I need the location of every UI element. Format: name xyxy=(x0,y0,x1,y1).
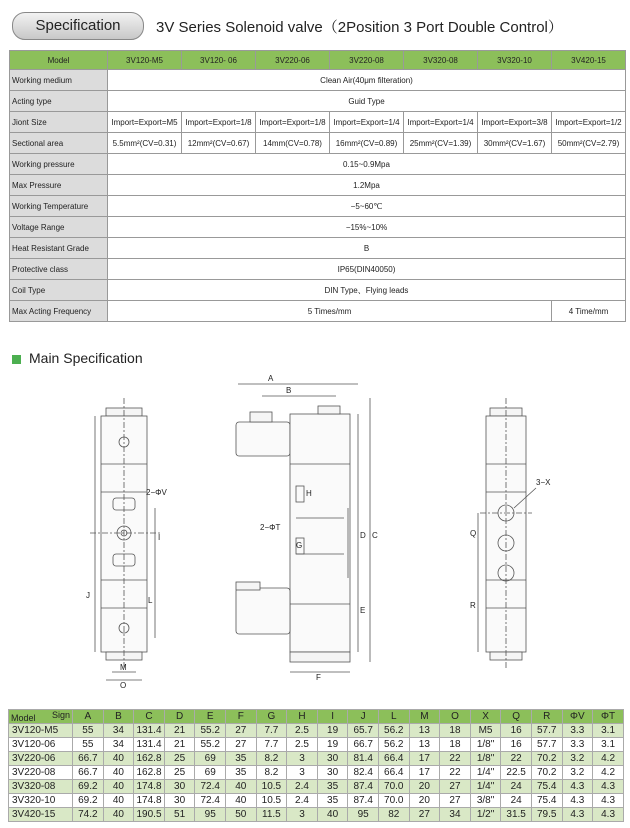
dim-header-row xyxy=(9,710,624,724)
dim-table-body xyxy=(9,724,624,822)
spec-row-max-pressure xyxy=(10,175,626,196)
dimension-label-f: F xyxy=(316,673,321,682)
dim-value-cell: 57.7 xyxy=(531,724,562,738)
dim-header-cell: J xyxy=(348,710,379,724)
spec-row-value: B xyxy=(108,238,626,259)
spec-row-label: Protective class xyxy=(10,259,108,280)
dim-value-cell: 34 xyxy=(103,738,134,752)
dim-value-cell: 95 xyxy=(195,808,226,822)
dim-table-row xyxy=(9,808,624,822)
dim-header-cell: F xyxy=(226,710,257,724)
dim-value-cell: 2.4 xyxy=(287,794,318,808)
dim-header-cell: B xyxy=(103,710,134,724)
spec-cell: Import=Export=1/8 xyxy=(256,112,330,133)
dim-value-cell: 3.3 xyxy=(562,738,593,752)
section-header xyxy=(12,12,622,40)
dim-table-row xyxy=(9,780,624,794)
dim-value-cell: 79.5 xyxy=(531,808,562,822)
dim-value-cell: 18 xyxy=(440,738,471,752)
spec-row-acting-type xyxy=(10,91,626,112)
dim-value-cell: 40 xyxy=(103,752,134,766)
dim-value-cell: 21 xyxy=(164,738,195,752)
dimension-label-g: G xyxy=(296,541,303,550)
spec-row-joint-size xyxy=(10,112,626,133)
dimension-label-i: I xyxy=(158,533,161,542)
dim-value-cell: 2.5 xyxy=(287,738,318,752)
dim-value-cell: 13 xyxy=(409,738,440,752)
dim-value-cell: 74.2 xyxy=(73,808,104,822)
dim-value-cell: 56.2 xyxy=(378,738,409,752)
spec-row-label: Working Temperature xyxy=(10,196,108,217)
dim-value-cell: 40 xyxy=(317,808,348,822)
dim-value-cell: 1/4" xyxy=(470,766,501,780)
dim-value-cell: 55.2 xyxy=(195,724,226,738)
dim-value-cell: 81.4 xyxy=(348,752,379,766)
spec-header-cell: 3V220-06 xyxy=(256,51,330,70)
dim-header-cell: O xyxy=(440,710,471,724)
dim-value-cell: 1/4" xyxy=(470,780,501,794)
spec-row-value: −5~60℃ xyxy=(108,196,626,217)
dim-value-cell: 19 xyxy=(317,724,348,738)
dim-value-cell: 19 xyxy=(317,738,348,752)
page-title: 3V Series Solenoid valve（2Position 3 Port Double Control） xyxy=(156,19,563,36)
spec-header-cell: Model xyxy=(10,51,108,70)
spec-header-row xyxy=(10,51,626,70)
dim-value-cell: 55 xyxy=(73,724,104,738)
dim-value-cell: 57.7 xyxy=(531,738,562,752)
spec-header-cell: 3V120- 06 xyxy=(182,51,256,70)
spec-row-max-frequency xyxy=(10,301,626,322)
valve-drawings-svg xyxy=(0,368,630,698)
dim-value-cell: 82.4 xyxy=(348,766,379,780)
dim-value-cell: 22 xyxy=(440,752,471,766)
spec-cell: 50mm²(CV=2.79) xyxy=(552,133,626,154)
spec-row-working-medium xyxy=(10,70,626,91)
dimension-label-o: O xyxy=(120,681,127,690)
dimension-label-l: L xyxy=(148,596,153,605)
dim-value-cell: 72.4 xyxy=(195,794,226,808)
spec-header-cell: 3V320-10 xyxy=(478,51,552,70)
spec-row-label: Working pressure xyxy=(10,154,108,175)
dim-header-cell: R xyxy=(531,710,562,724)
dim-value-cell: 174.8 xyxy=(134,780,165,794)
dim-value-cell: 4.2 xyxy=(593,766,624,780)
dim-value-cell: 69.2 xyxy=(73,794,104,808)
spec-cell: Import=Export=1/2 xyxy=(552,112,626,133)
dim-value-cell: 4.3 xyxy=(562,794,593,808)
dim-header-cell: ΦT xyxy=(593,710,624,724)
dim-value-cell: 17 xyxy=(409,766,440,780)
dimension-label-h: H xyxy=(306,489,312,498)
dim-value-cell: 1/8" xyxy=(470,738,501,752)
green-square-icon xyxy=(12,355,21,364)
dim-table-row xyxy=(9,724,624,738)
dim-value-cell: 4.3 xyxy=(562,808,593,822)
dim-value-cell: 40 xyxy=(226,794,257,808)
spec-cell: 25mm²(CV=1.39) xyxy=(404,133,478,154)
spec-row-label: Acting type xyxy=(10,91,108,112)
dim-value-cell: 30 xyxy=(164,794,195,808)
dim-value-cell: 34 xyxy=(440,808,471,822)
spec-row-value: 5 Times/mm xyxy=(108,301,552,322)
dim-value-cell: 25 xyxy=(164,766,195,780)
dim-value-cell: 50 xyxy=(226,808,257,822)
spec-row-value: −15%~10% xyxy=(108,217,626,238)
dim-value-cell: 66.7 xyxy=(73,752,104,766)
dim-value-cell: 27 xyxy=(440,780,471,794)
spec-cell: Import=Export=3/8 xyxy=(478,112,552,133)
dim-value-cell: 8.2 xyxy=(256,752,287,766)
middle-view-drawing xyxy=(236,384,370,672)
dimension-label-phi-t: 2−ΦT xyxy=(260,523,281,532)
dim-value-cell: 27 xyxy=(226,724,257,738)
spec-row-coil-type xyxy=(10,280,626,301)
left-view-drawing xyxy=(90,398,160,680)
dim-value-cell: 22 xyxy=(501,752,532,766)
dim-model-cell: 3V120-M5 xyxy=(9,724,73,738)
dim-value-cell: 4.2 xyxy=(593,752,624,766)
dim-value-cell: 162.8 xyxy=(134,752,165,766)
spec-header-cell: 3V420-15 xyxy=(552,51,626,70)
dim-value-cell: 4.3 xyxy=(593,794,624,808)
dim-value-cell: 35 xyxy=(317,794,348,808)
spec-row-label: Max Pressure xyxy=(10,175,108,196)
spec-row-label: Jiont Size xyxy=(10,112,108,133)
dim-header-cell: L xyxy=(378,710,409,724)
dim-value-cell: 131.4 xyxy=(134,724,165,738)
dim-value-cell: 55 xyxy=(73,738,104,752)
dim-value-cell: 70.2 xyxy=(531,766,562,780)
dim-value-cell: 3.2 xyxy=(562,752,593,766)
dimension-label-e: E xyxy=(360,606,366,615)
spec-row-voltage-range xyxy=(10,217,626,238)
dim-value-cell: 3.1 xyxy=(593,738,624,752)
dim-value-cell: 66.7 xyxy=(348,738,379,752)
spec-row-label: Coil Type xyxy=(10,280,108,301)
spec-row-working-pressure xyxy=(10,154,626,175)
dim-value-cell: 87.4 xyxy=(348,794,379,808)
spec-cell: Import=Export=1/4 xyxy=(404,112,478,133)
dim-value-cell: 20 xyxy=(409,794,440,808)
dim-model-cell: 3V220-06 xyxy=(9,752,73,766)
dim-value-cell: 10.5 xyxy=(256,780,287,794)
dimension-table xyxy=(8,709,624,822)
dim-value-cell: 66.7 xyxy=(73,766,104,780)
dim-value-cell: 69 xyxy=(195,752,226,766)
dim-header-cell: A xyxy=(73,710,104,724)
dim-value-cell: 22.5 xyxy=(501,766,532,780)
dim-value-cell: 40 xyxy=(103,794,134,808)
dim-value-cell: 4.3 xyxy=(593,780,624,794)
main-specification-heading xyxy=(12,350,143,366)
dim-value-cell: 24 xyxy=(501,780,532,794)
spec-row-label: Working medium xyxy=(10,70,108,91)
dim-value-cell: 3 xyxy=(287,808,318,822)
spec-row-value: IP65(DIN40050) xyxy=(108,259,626,280)
dimension-label-q: Q xyxy=(470,529,477,538)
dim-value-cell: 1/8" xyxy=(470,752,501,766)
spec-header-cell: 3V120-M5 xyxy=(108,51,182,70)
dim-value-cell: M5 xyxy=(470,724,501,738)
dim-value-cell: 65.7 xyxy=(348,724,379,738)
dim-header-cell: H xyxy=(287,710,318,724)
dim-value-cell: 7.7 xyxy=(256,738,287,752)
dim-value-cell: 162.8 xyxy=(134,766,165,780)
dim-value-cell: 70.2 xyxy=(531,752,562,766)
dim-value-cell: 56.2 xyxy=(378,724,409,738)
dim-header-cell: I xyxy=(317,710,348,724)
dim-model-cell: 3V420-15 xyxy=(9,808,73,822)
dim-value-cell: 131.4 xyxy=(134,738,165,752)
dim-header-cell: D xyxy=(164,710,195,724)
dim-value-cell: 16 xyxy=(501,738,532,752)
dimension-label-d: D xyxy=(360,531,366,540)
dim-value-cell: 66.4 xyxy=(378,752,409,766)
dim-value-cell: 8.2 xyxy=(256,766,287,780)
dim-value-cell: 25 xyxy=(164,752,195,766)
dim-table-row xyxy=(9,752,624,766)
dim-value-cell: 20 xyxy=(409,780,440,794)
dim-value-cell: 75.4 xyxy=(531,780,562,794)
dim-value-cell: 40 xyxy=(103,766,134,780)
dimension-label-r: R xyxy=(470,601,476,610)
dim-value-cell: 1/2" xyxy=(470,808,501,822)
spec-row-value: Clean Air(40μm filteration) xyxy=(108,70,626,91)
spec-row-working-temperature xyxy=(10,196,626,217)
right-view-drawing xyxy=(478,398,536,668)
spec-header-cell: 3V220-08 xyxy=(330,51,404,70)
dim-value-cell: 18 xyxy=(440,724,471,738)
dim-value-cell: 2.4 xyxy=(287,780,318,794)
dim-value-cell: 35 xyxy=(226,752,257,766)
dim-model-cell: 3V320-08 xyxy=(9,780,73,794)
specification-label: Specification xyxy=(12,12,144,40)
dim-value-cell: 95 xyxy=(348,808,379,822)
dim-header-cell: E xyxy=(195,710,226,724)
dim-table-row xyxy=(9,738,624,752)
dim-value-cell: 31.5 xyxy=(501,808,532,822)
dimension-label-x: 3−X xyxy=(536,478,551,487)
spec-cell: 30mm²(CV=1.67) xyxy=(478,133,552,154)
dim-model-cell: 3V120-06 xyxy=(9,738,73,752)
dim-value-cell: 174.8 xyxy=(134,794,165,808)
dim-value-cell: 51 xyxy=(164,808,195,822)
dimension-label-a: A xyxy=(268,374,274,383)
dim-value-cell: 70.0 xyxy=(378,794,409,808)
dim-header-cell: Q xyxy=(501,710,532,724)
dim-value-cell: 13 xyxy=(409,724,440,738)
dim-value-cell: 40 xyxy=(103,808,134,822)
spec-row-label: Max Acting Frequency xyxy=(10,301,108,322)
spec-row-heat-grade xyxy=(10,238,626,259)
dim-value-cell: 35 xyxy=(317,780,348,794)
dim-value-cell: 40 xyxy=(103,780,134,794)
dim-value-cell: 40 xyxy=(226,780,257,794)
corner-sign-label: Sign xyxy=(52,710,71,720)
spec-row-label: Voltage Range xyxy=(10,217,108,238)
technical-drawings xyxy=(0,368,630,698)
dim-value-cell: 7.7 xyxy=(256,724,287,738)
spec-header-cell: 3V320-08 xyxy=(404,51,478,70)
dim-value-cell: 11.5 xyxy=(256,808,287,822)
specification-table xyxy=(9,50,626,322)
dim-value-cell: 3/8" xyxy=(470,794,501,808)
dim-value-cell: 2.5 xyxy=(287,724,318,738)
dimension-label-phi-v: 2−ΦV xyxy=(146,488,167,497)
dim-header-cell: G xyxy=(256,710,287,724)
dimension-label-j: J xyxy=(86,591,90,600)
dim-value-cell: 82 xyxy=(378,808,409,822)
dim-value-cell: 17 xyxy=(409,752,440,766)
dim-table-row xyxy=(9,766,624,780)
spec-row-value: 0.15~0.9Mpa xyxy=(108,154,626,175)
spec-cell: Import=Export=1/8 xyxy=(182,112,256,133)
dim-header-cell: C xyxy=(134,710,165,724)
dim-value-cell: 24 xyxy=(501,794,532,808)
spec-row-value: Guid Type xyxy=(108,91,626,112)
dim-value-cell: 30 xyxy=(164,780,195,794)
spec-cell: 14mm(CV=0.78) xyxy=(256,133,330,154)
dim-value-cell: 66.4 xyxy=(378,766,409,780)
dim-value-cell: 69 xyxy=(195,766,226,780)
dim-value-cell: 3.2 xyxy=(562,766,593,780)
dim-value-cell: 75.4 xyxy=(531,794,562,808)
spec-cell: Import=Export=M5 xyxy=(108,112,182,133)
spec-cell: 16mm²(CV=0.89) xyxy=(330,133,404,154)
spec-row-protective-class xyxy=(10,259,626,280)
dim-header-cell: ΦV xyxy=(562,710,593,724)
dim-corner-cell xyxy=(9,710,73,724)
dimension-label-b: B xyxy=(286,386,292,395)
dim-value-cell: 4.3 xyxy=(562,780,593,794)
main-specification-title: Main Specification xyxy=(29,350,143,366)
dim-value-cell: 3 xyxy=(287,752,318,766)
dimension-label-c: C xyxy=(372,531,378,540)
spec-cell: 5.5mm²(CV=0.31) xyxy=(108,133,182,154)
spec-row-value: 4 Time/mm xyxy=(552,301,626,322)
dim-value-cell: 35 xyxy=(226,766,257,780)
spec-row-label: Sectional area xyxy=(10,133,108,154)
dim-model-cell: 3V320-10 xyxy=(9,794,73,808)
dim-value-cell: 27 xyxy=(226,738,257,752)
dim-value-cell: 190.5 xyxy=(134,808,165,822)
corner-model-label: Model xyxy=(11,713,36,723)
dim-value-cell: 16 xyxy=(501,724,532,738)
dim-value-cell: 30 xyxy=(317,766,348,780)
dim-value-cell: 3.1 xyxy=(593,724,624,738)
dim-value-cell: 21 xyxy=(164,724,195,738)
dim-value-cell: 55.2 xyxy=(195,738,226,752)
dim-value-cell: 3 xyxy=(287,766,318,780)
spec-row-sectional-area xyxy=(10,133,626,154)
dim-value-cell: 69.2 xyxy=(73,780,104,794)
dim-model-cell: 3V220-08 xyxy=(9,766,73,780)
dim-value-cell: 4.3 xyxy=(593,808,624,822)
dim-value-cell: 30 xyxy=(317,752,348,766)
dim-value-cell: 27 xyxy=(409,808,440,822)
spec-row-label: Heat Resistant Grade xyxy=(10,238,108,259)
spec-row-value: 1.2Mpa xyxy=(108,175,626,196)
dim-value-cell: 3.3 xyxy=(562,724,593,738)
dim-header-cell: X xyxy=(470,710,501,724)
dim-header-cell: M xyxy=(409,710,440,724)
dim-table-row xyxy=(9,794,624,808)
spec-cell: Import=Export=1/4 xyxy=(330,112,404,133)
dim-value-cell: 87.4 xyxy=(348,780,379,794)
dim-value-cell: 72.4 xyxy=(195,780,226,794)
spec-cell: 12mm²(CV=0.67) xyxy=(182,133,256,154)
dim-value-cell: 10.5 xyxy=(256,794,287,808)
dim-value-cell: 22 xyxy=(440,766,471,780)
spec-row-value: DIN Type、Flying leads xyxy=(108,280,626,301)
dim-value-cell: 27 xyxy=(440,794,471,808)
dim-value-cell: 70.0 xyxy=(378,780,409,794)
dimension-label-m: M xyxy=(120,663,127,672)
dim-value-cell: 34 xyxy=(103,724,134,738)
